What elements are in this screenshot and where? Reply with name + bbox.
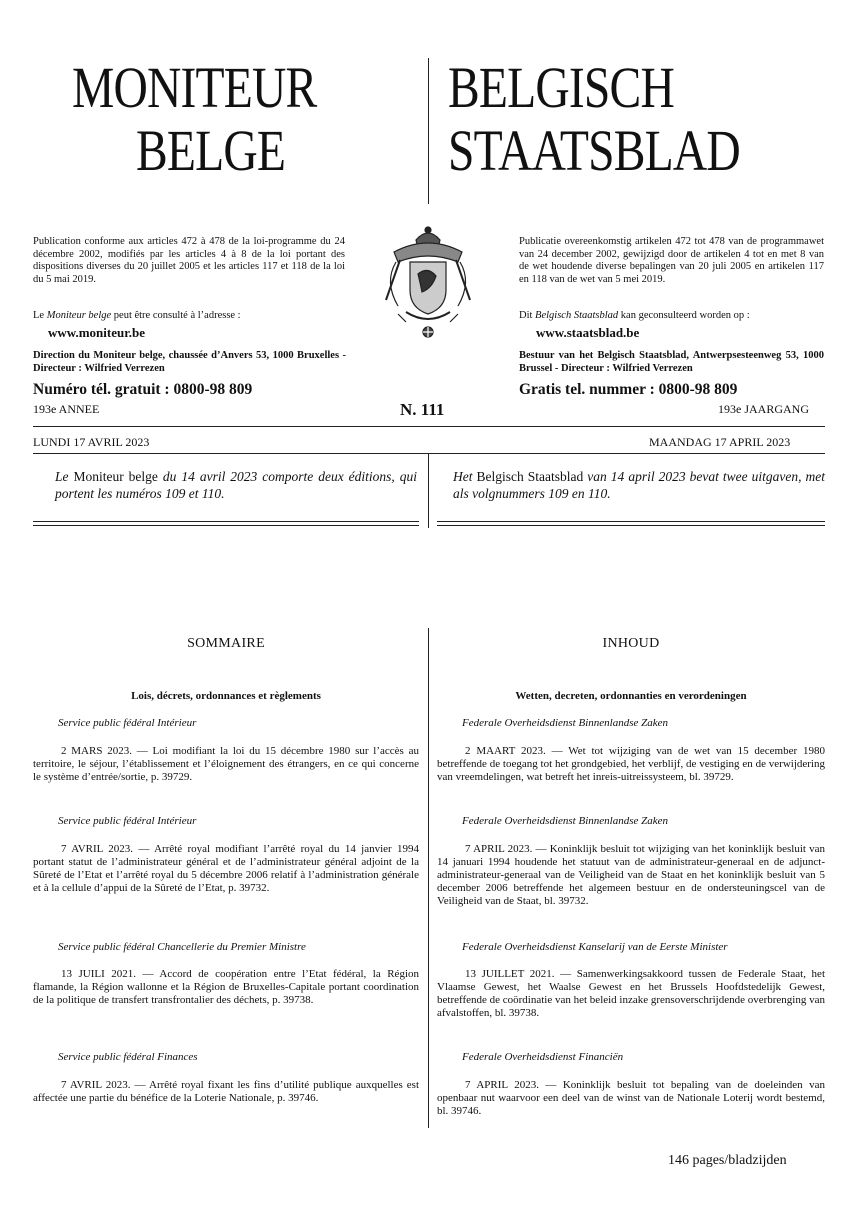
date-bottom-rule	[33, 453, 825, 454]
year-nl: 193e JAARGANG	[718, 402, 809, 416]
editions-divider	[428, 454, 429, 528]
moniteur-belge-name: Moniteur belge	[46, 310, 112, 321]
intro-fr: Publication conforme aux articles 472 à 478 de la loi-programme du 24 décembre 2002, modifiés par les articles 4 à 8 de la loi portant des dispositions diverses du 20 juillet 2005 et les articles 117 et 118 de la loi du 5 mai 2019.	[33, 236, 345, 285]
editions-nl: Het Belgisch Staatsblad van 14 april 2023 bevat twee uitgaven, met als volgnummers 109 en 110.	[453, 469, 826, 501]
inhoud-service-4: Federale Overheidsdienst Financiën	[462, 1051, 624, 1063]
inhoud-service-2: Federale Overheidsdienst Binnenlandse Zaken	[462, 815, 668, 827]
sommaire-entry-1: 2 MARS 2023. — Loi modifiant la loi du 15 décembre 1980 sur l’accès au territoire, le séjour, l’établissement et l’éloignement des étrangers, en ce qui concerne le système d’entrée/sortie, p. 39729.	[33, 745, 419, 783]
editions-rule-fr-1	[33, 521, 419, 522]
sommaire-service-4: Service public fédéral Finances	[58, 1051, 198, 1063]
inhoud-entry-1: 2 MAART 2023. — Wet tot wijziging van de wet van 15 december 1980 betreffende de toegang tot het grondgebied, het verblijf, de vestiging en de verwijdering van vreemdelingen, wat betreft het inreis-uitreissysteem, bl. 39729.	[437, 745, 825, 783]
direction-nl: Bestuur van het Belgisch Staatsblad, Antwerpsesteenweg 53, 1000 Brussel - Directeur : Wilfried Verrezen	[519, 350, 824, 374]
editions-fr: Le Moniteur belge du 14 avril 2023 comporte deux éditions, qui portent les numéros 109 et 110.	[55, 469, 418, 501]
inhoud-entry-4: 7 APRIL 2023. — Koninklijk besluit tot bepaling van de doeleinden van openbaar nut waarvoor een deel van de winst van de Nationale Loterij wordt bestemd, bl. 39746.	[437, 1079, 825, 1117]
masthead-nl-line2: STAATSBLAD	[448, 118, 740, 183]
staatsblad-name: Belgisch Staatsblad	[535, 310, 619, 321]
year-fr: 193e ANNEE	[33, 402, 100, 416]
page-count: 146 pages/bladzijden	[668, 1153, 787, 1168]
sommaire-entry-2: 7 AVRIL 2023. — Arrêté royal modifiant l’arrêté royal du 14 janvier 1994 portant statut de l’administrateur général et de l’administrateur général adjoint de la Sûreté de l’Etat et l’arrêté royal du 5 décembre 2006 relatif à l’administration générale et à la cellule d’appui de la Sûreté de l’Etat, p. 39732.	[33, 843, 419, 894]
masthead-fr-line1: MONITEUR	[72, 55, 317, 120]
inhoud-category: Wetten, decreten, ordonnanties en verordeningen	[515, 690, 747, 702]
masthead-fr-line2: BELGE	[135, 118, 286, 183]
phone-fr: Numéro tél. gratuit : 0800-98 809	[33, 381, 253, 398]
editions-rule-fr-2	[33, 525, 419, 526]
moniteur-url-link[interactable]: www.moniteur.be	[48, 325, 146, 340]
sommaire-entry-3: 13 JUILI 2021. — Accord de coopération entre l’Etat fédéral, la Région flamande, la Région wallonne et la Région de Bruxelles-Capitale portant coordination de la politique de transfert transfrontalier des déchets, p. 39738.	[33, 968, 419, 1006]
consult-nl: Dit Belgisch Staatsblad kan geconsulteerd worden op :	[519, 310, 750, 321]
consult-fr: Le Moniteur belge peut être consulté à l’adresse :	[33, 310, 241, 321]
masthead-divider	[428, 58, 429, 204]
inhoud-service-3: Federale Overheidsdienst Kanselarij van de Eerste Minister	[462, 941, 728, 953]
belgian-coat-of-arms-icon	[376, 222, 480, 344]
phone-nl: Gratis tel. nummer : 0800-98 809	[519, 381, 738, 398]
date-nl: MAANDAG 17 APRIL 2023	[649, 435, 791, 449]
sommaire-entry-4: 7 AVRIL 2023. — Arrêté royal fixant les fins d’utilité publique auxquelles est affectée une partie du bénéfice de la Loterie Nationale, p. 39746.	[33, 1079, 419, 1104]
date-top-rule	[33, 426, 825, 427]
inhoud-service-1: Federale Overheidsdienst Binnenlandse Zaken	[462, 717, 668, 729]
sommaire-title: SOMMAIRE	[187, 636, 265, 651]
sommaire-service-2: Service public fédéral Intérieur	[58, 815, 197, 827]
masthead-fr	[72, 56, 384, 182]
intro-nl: Publicatie overeenkomstig artikelen 472 tot 478 van de programmawet van 24 december 2002, gewijzigd door de artikelen 4 tot en met 8 van de wet houdende diverse bepalingen van 20 juli 2005 en artikelen 117 en 118 van de wet van 5 mei 2019.	[519, 236, 824, 285]
staatsblad-url-link[interactable]: www.staatsblad.be	[536, 325, 640, 340]
sommaire-service-3: Service public fédéral Chancellerie du Premier Ministre	[58, 941, 306, 953]
editions-rule-nl-2	[437, 525, 825, 526]
masthead-nl	[448, 56, 801, 182]
inhoud-entry-3: 13 JUILLET 2021. — Samenwerkingsakkoord tussen de Federale Staat, het Vlaamse Gewest, het Waalse Gewest en het Brussels Hoofdstedelijk Gewest, betreffende de coördinatie van het beleid inzake grensoverschrijdende overbrenging van afvalstoffen, bl. 39738.	[437, 968, 825, 1019]
date-fr: LUNDI 17 AVRIL 2023	[33, 435, 150, 449]
masthead-nl-line1: BELGISCH	[448, 55, 674, 120]
editions-rule-nl-1	[437, 521, 825, 522]
sommaire-service-1: Service public fédéral Intérieur	[58, 717, 197, 729]
sommaire-category: Lois, décrets, ordonnances et règlements	[131, 690, 321, 702]
inhoud-entry-2: 7 APRIL 2023. — Koninklijk besluit tot wijziging van het koninklijk besluit van 14 januari 1994 houdende het statuut van de administrateur-generaal en de adjunct-administrateur-generaal van de Veiligheid van de Staat en het koninklijk besluit van 5 december 2006 betreffende het algemeen bestuur en de ondersteuningscel van de Veiligheid van de Staat, bl. 39732.	[437, 843, 825, 907]
inhoud-title: INHOUD	[602, 636, 660, 651]
contents-divider	[428, 628, 429, 1128]
issue-number: N. 111	[400, 400, 445, 419]
direction-fr: Direction du Moniteur belge, chaussée d’Anvers 53, 1000 Bruxelles - Directeur : Wilfried Verrezen	[33, 350, 346, 374]
